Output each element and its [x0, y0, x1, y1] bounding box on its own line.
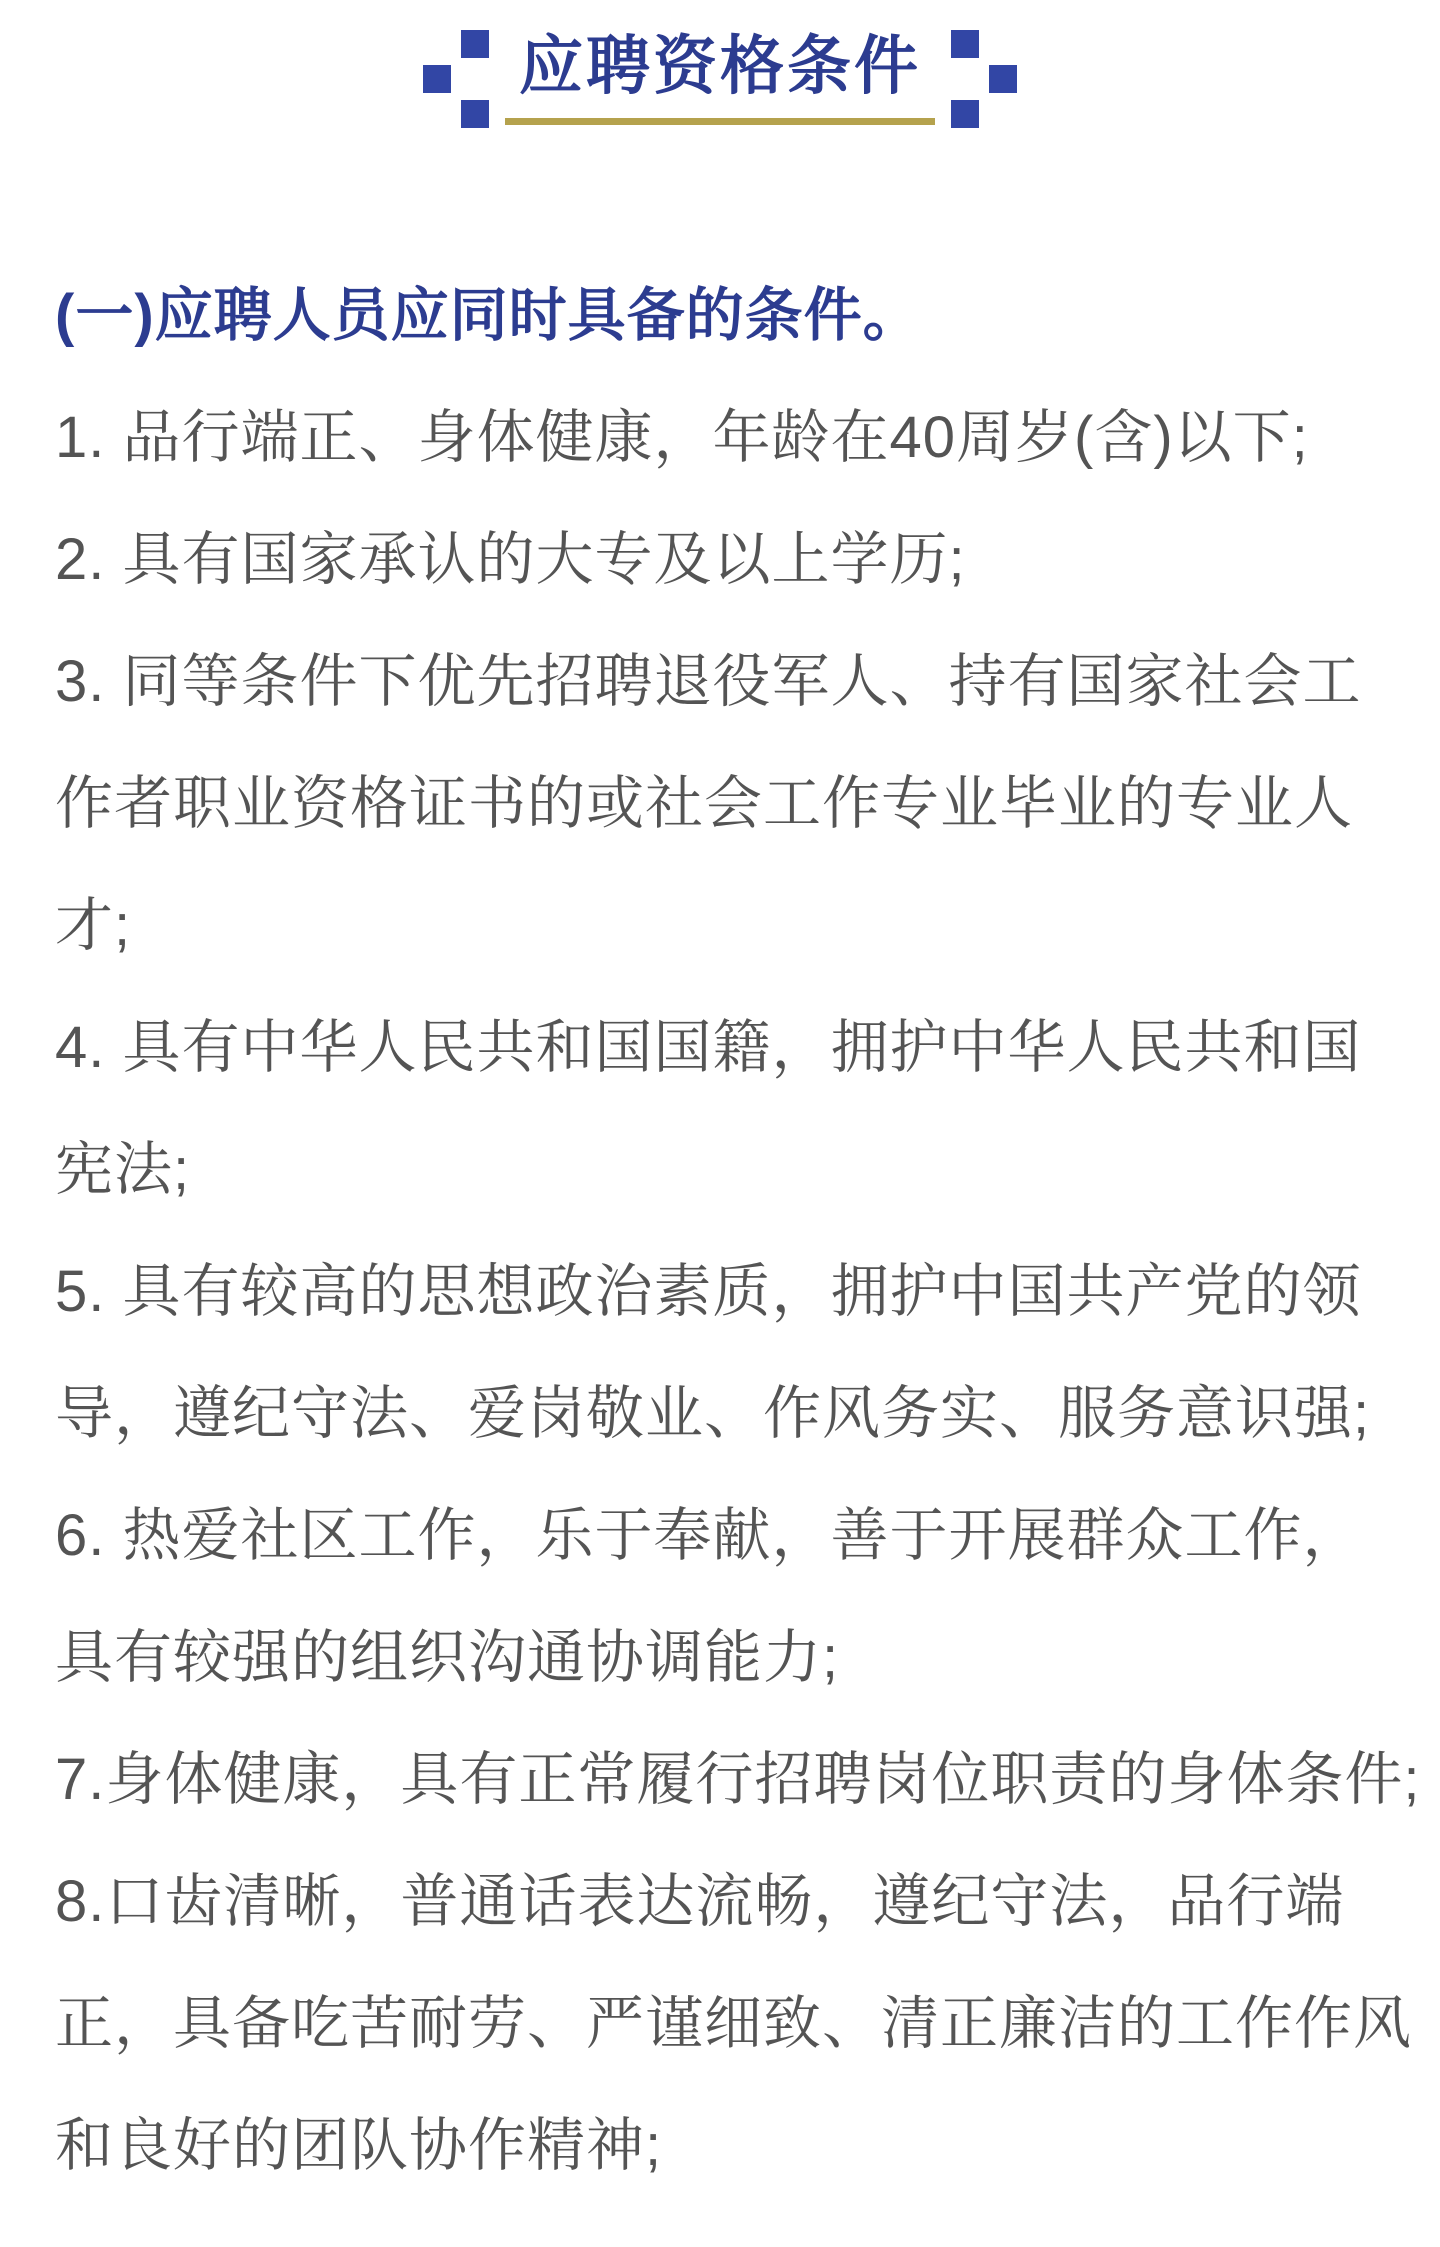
title-underline: [505, 118, 935, 125]
page-title: 应聘资格条件: [519, 29, 921, 102]
requirement-line: 和良好的团队协作精神;: [55, 2113, 663, 2178]
requirement-line: 6. 热爱社区工作，乐于奉献，善于开展群众工作，: [55, 1503, 1362, 1568]
requirement-line: 3. 同等条件下优先招聘退役军人、持有国家社会工: [55, 649, 1362, 714]
requirement-line: 宪法;: [55, 1137, 191, 1202]
requirement-line: 作者职业资格证书的或社会工作专业毕业的专业人: [55, 771, 1354, 836]
list-item-8: [55, 1841, 1413, 2207]
requirement-line: 8.口齿清晰，普通话表达流畅，遵纪守法，品行端: [55, 1869, 1345, 1934]
list-item-1: [55, 377, 1400, 499]
title-box: [519, 29, 921, 125]
pixel-chevron-left-icon: [423, 30, 489, 128]
pixel-chevron-right-icon: [951, 30, 1017, 128]
requirement-line: 2. 具有国家承认的大专及以上学历;: [55, 527, 966, 592]
content: [0, 255, 1440, 2247]
requirement-line: 具有较强的组织沟通协调能力;: [55, 1625, 840, 1690]
list-item-3: [55, 621, 1400, 987]
list-item-6: [55, 1475, 1400, 1719]
requirement-line: 4. 具有中华人民共和国国籍，拥护中华人民共和国: [55, 1015, 1362, 1080]
requirements-list: [55, 377, 1421, 2207]
list-item-4: [55, 987, 1400, 1231]
requirement-line: 1. 品行端正、身体健康，年龄在40周岁(含)以下;: [55, 405, 1309, 470]
requirement-line: 才;: [55, 893, 132, 958]
section-heading: (一)应聘人员应同时具备的条件。: [55, 283, 922, 348]
list-item-7: [55, 1719, 1421, 1841]
requirement-line: 正，具备吃苦耐劳、严谨细致、清正廉洁的工作作风: [55, 1991, 1413, 2056]
requirement-line: 5. 具有较高的思想政治素质，拥护中国共产党的领: [55, 1259, 1362, 1324]
list-item-5: [55, 1231, 1400, 1475]
list-item-2: [55, 499, 1400, 621]
requirement-line: 7.身体健康，具有正常履行招聘岗位职责的身体条件;: [55, 1747, 1421, 1812]
requirement-line: 导，遵纪守法、爱岗敬业、作风务实、服务意识强;: [55, 1381, 1371, 1446]
section-header: [0, 0, 1440, 128]
